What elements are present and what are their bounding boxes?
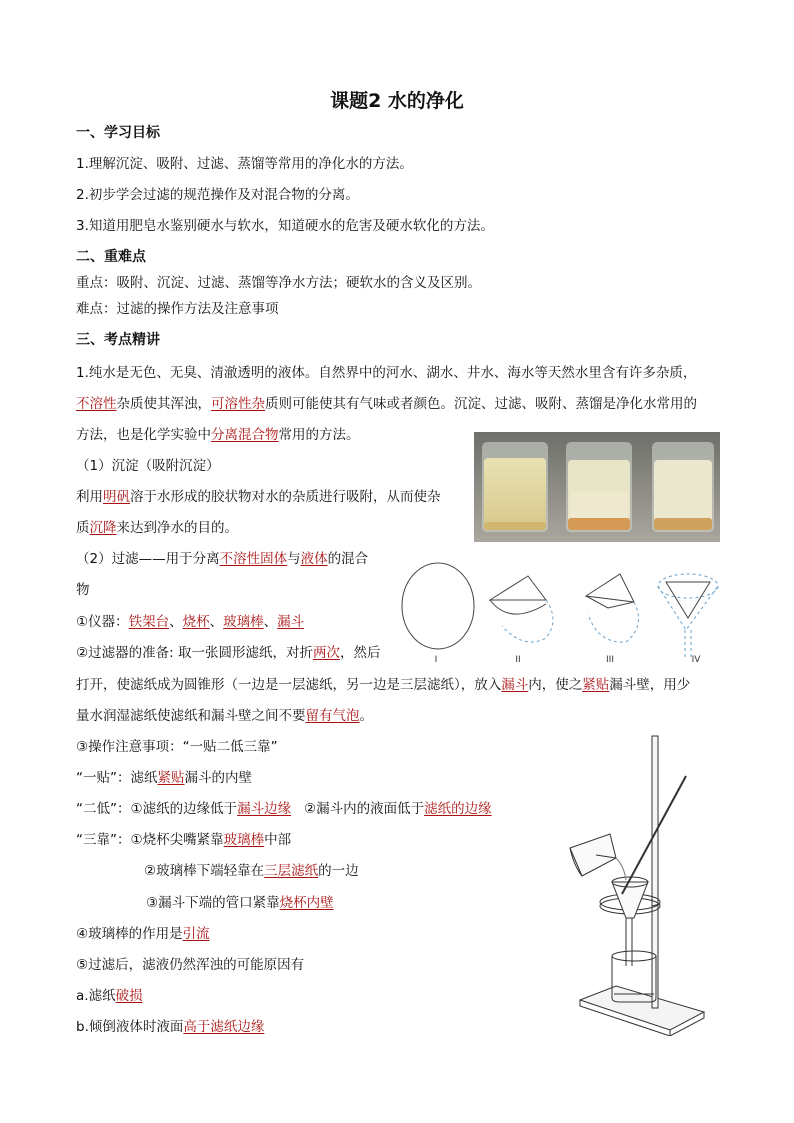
keyword-twice: 两次 <box>312 645 340 661</box>
text: 来达到净水的目的。 <box>116 520 238 536</box>
beaker-3 <box>652 442 714 532</box>
text: a.滤纸 <box>76 988 116 1004</box>
text: 质则可能使其有气味或者颜色。沉淀、过滤、吸附、蒸馏是净化水常用的 <box>265 396 697 412</box>
keyword-bubbles: 留有气泡 <box>305 708 360 724</box>
text: “三靠”：①烧杯尖嘴紧靠 <box>76 832 224 848</box>
instrument-beaker: 烧杯 <box>182 614 210 630</box>
instrument-glass-rod: 玻璃棒 <box>223 614 264 630</box>
keyword-damaged: 破损 <box>115 988 143 1004</box>
separator: 、 <box>209 614 224 630</box>
turbid-reasons-title: ⑤过滤后，滤液仍然浑浊的可能原因有 <box>76 957 305 973</box>
three-lean-2 <box>144 861 359 881</box>
section-heading-3: 三、考点精讲 <box>76 332 160 348</box>
keyword-funnel-edge: 漏斗边缘 <box>237 801 292 817</box>
text: ①仪器： <box>76 614 129 630</box>
round-filter-paper <box>402 563 474 649</box>
text: 质 <box>76 520 90 536</box>
keyword-three-layers: 三层滤纸 <box>264 863 319 879</box>
text: “二低”：①滤纸的边缘低于 <box>76 801 238 817</box>
one-stick <box>76 768 252 788</box>
instrument-iron-stand: 铁架台 <box>128 614 170 630</box>
text: 。 <box>359 708 373 724</box>
text: 量水润湿滤纸使滤纸和漏斗壁之间不要 <box>76 708 306 724</box>
text: ③漏斗下端的管口紧靠 <box>146 895 280 911</box>
text: 与 <box>287 551 301 567</box>
objective-2: 2.初步学会过滤的规范操作及对混合物的分离。 <box>76 187 359 203</box>
keyword-insoluble: 不溶性 <box>76 396 117 412</box>
keyword-drainage: 引流 <box>182 926 210 942</box>
fold-label-2: II <box>515 655 521 665</box>
two-low <box>76 799 492 819</box>
fold-label-3: III <box>606 655 614 665</box>
fold-label-1: I <box>434 655 438 665</box>
keyword-paper-edge: 滤纸的边缘 <box>424 801 492 817</box>
keyword-tight-fit: 紧贴 <box>582 677 610 693</box>
sedimentation-line-2 <box>76 518 238 538</box>
three-lean-1 <box>76 830 291 850</box>
text: 常用的方法。 <box>278 427 360 443</box>
text: 中部 <box>264 832 292 848</box>
objective-1: 1.理解沉淀、吸附、过滤、蒸馏等常用的净化水的方法。 <box>76 156 413 172</box>
para-1-line-2 <box>76 394 697 414</box>
text: ②玻璃棒下端轻靠在 <box>144 863 265 879</box>
key-points: 重点：吸附、沉淀、过滤、蒸馏等净水方法；硬软水的含义及区别。 <box>76 275 481 291</box>
para-1-line-1: 1.纯水是无色、无臭、清澈透明的液体。自然界中的河水、湖水、井水、海水等天然水里含有许多杂质， <box>76 365 697 381</box>
filtration-line-1 <box>76 549 368 569</box>
text: 的一边 <box>318 863 359 879</box>
page-title: 课题2 水的净化 <box>330 90 464 112</box>
text: 利用 <box>76 489 103 505</box>
keyword-separate-mixture: 分离混合物 <box>211 427 279 443</box>
text: 方法，也是化学实验中 <box>76 427 211 443</box>
text: 漏斗的内壁 <box>184 770 252 786</box>
text: 溶于水形成的胶状物对水的杂质进行吸附，从而使杂 <box>130 489 441 505</box>
beaker-1 <box>482 442 548 532</box>
keyword-funnel: 漏斗 <box>501 677 529 693</box>
stand-base <box>580 986 704 1030</box>
text: 内，使之 <box>528 677 583 693</box>
rod-function <box>76 924 210 944</box>
instruments-line <box>76 612 304 632</box>
keyword-soluble: 可溶性杂 <box>211 396 265 412</box>
operation-notes-title: ③操作注意事项：“一贴二低三靠” <box>76 739 278 755</box>
sedimentation-line-1 <box>76 487 441 507</box>
text: “一贴”：滤纸 <box>76 770 158 786</box>
keyword-insoluble-solid: 不溶性固体 <box>219 551 288 567</box>
text: 杂质使其浑浊， <box>116 396 211 412</box>
beakers-photo <box>474 432 720 542</box>
beaker-pouring <box>570 834 616 876</box>
keyword-above-edge: 高于滤纸边缘 <box>183 1019 265 1035</box>
separator: 、 <box>169 614 183 630</box>
folded-once <box>490 576 553 642</box>
cone-funnel <box>658 574 718 658</box>
reason-a <box>76 986 143 1006</box>
keyword-tight-fit: 紧贴 <box>157 770 185 786</box>
reason-b <box>76 1017 264 1037</box>
objective-3: 3.知道用肥皂水鉴别硬水与软水，知道硬水的危害及硬水软化的方法。 <box>76 218 494 234</box>
filtration-line-2: 物 <box>76 582 90 598</box>
prep-line-3 <box>76 706 373 726</box>
difficult-points: 难点：过滤的操作方法及注意事项 <box>76 301 279 317</box>
text: ④玻璃棒的作用是 <box>76 926 183 942</box>
text: b.倾倒液体时液面 <box>76 1019 184 1035</box>
text: ②漏斗内的液面低于 <box>291 801 425 817</box>
para-1-line-3 <box>76 425 360 445</box>
stand-rod <box>652 736 658 1008</box>
filter-paper-folding-figure <box>398 560 732 670</box>
prep-line-2 <box>76 675 690 695</box>
keyword-liquid: 液体 <box>300 551 328 567</box>
filtration-apparatus-figure <box>560 730 720 1036</box>
instrument-funnel: 漏斗 <box>277 614 305 630</box>
text: 打开，使滤纸成为圆锥形（一边是一层滤纸，另一边是三层滤纸），放入 <box>76 677 502 693</box>
keyword-glass-rod: 玻璃棒 <box>223 832 265 848</box>
three-lean-3 <box>146 893 334 913</box>
text: （2）过滤——用于分离 <box>76 551 220 567</box>
prep-line-1 <box>76 643 380 663</box>
separator: 、 <box>263 614 278 630</box>
text: ，然后 <box>339 645 381 661</box>
text: 漏斗壁，用少 <box>609 677 691 693</box>
text: 的混合 <box>327 551 369 567</box>
section-heading-1: 一、学习目标 <box>76 125 160 141</box>
text: ②过滤器的准备: 取一张圆形滤纸，对折 <box>76 645 313 661</box>
fold-label-4: IV <box>691 655 701 665</box>
keyword-alum: 明矾 <box>103 489 130 505</box>
keyword-settle: 沉降 <box>89 520 117 536</box>
keyword-beaker-wall: 烧杯内壁 <box>279 895 334 911</box>
section-heading-2: 二、重难点 <box>76 249 146 265</box>
subsection-sedimentation: （1）沉淀（吸附沉淀） <box>76 458 220 474</box>
beaker-2 <box>566 442 632 532</box>
folded-twice <box>586 574 639 642</box>
